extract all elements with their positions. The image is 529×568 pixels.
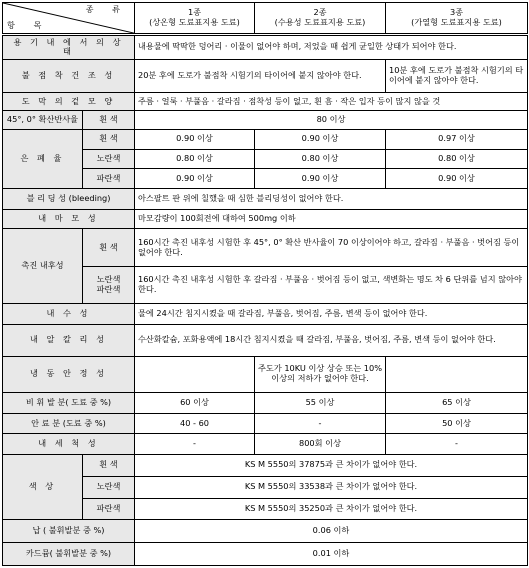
value-hiding-white-t3: 0.97 이상 xyxy=(386,129,528,149)
value-freeze-t3 xyxy=(386,356,528,392)
label-hiding: 은 폐 율 xyxy=(3,129,83,188)
value-color-yellow: KS M 5550의 33538과 큰 차이가 없어야 한다. xyxy=(135,476,528,498)
header-item-label: 항 목 xyxy=(7,20,50,31)
sub-color-yellow: 노란색 xyxy=(83,476,135,498)
label-color: 색 상 xyxy=(3,455,83,520)
row-water xyxy=(3,303,528,324)
value-container-state: 내용물에 딱딱한 덩어리 · 이물이 없어야 하며, 저었을 때 쉽게 균일한 상태가 되어야 한다. xyxy=(135,35,528,60)
label-bleeding: 블 리 딩 성 (bleeding) xyxy=(3,189,135,210)
label-scrub: 내 세 척 성 xyxy=(3,434,135,455)
header-kind-label: 종 류 xyxy=(85,4,128,14)
value-nonvolatile-t2: 55 이상 xyxy=(255,392,386,413)
value-hiding-blue-t3: 0.90 이상 xyxy=(386,169,528,189)
sub-hiding-blue: 파란색 xyxy=(83,169,135,189)
label-container-state: 용 기 내 에 서 의 상 태 xyxy=(3,35,135,60)
row-nonvolatile xyxy=(3,392,528,413)
value-bleeding: 아스팔트 판 위에 칠했을 때 심한 블리딩성이 없어야 한다. xyxy=(135,189,528,210)
label-film: 도 막 의 겉 모 양 xyxy=(3,92,135,111)
row-nontack xyxy=(3,59,528,92)
type-2-name: (수용성 도료표지용 도료) xyxy=(274,17,366,28)
type-2-no: 2종 xyxy=(313,7,327,18)
row-alkali xyxy=(3,324,528,356)
sub-weather-white: 흰 색 xyxy=(83,229,135,266)
row-cadmium xyxy=(3,543,528,566)
value-hiding-blue-t1: 0.90 이상 xyxy=(135,169,255,189)
type-1-name: (상온형 도료표지용 도료) xyxy=(149,17,240,28)
sub-weather-blue: 파란색 xyxy=(96,283,121,294)
header-diagonal-cell xyxy=(3,3,135,35)
label-water: 내 수 성 xyxy=(3,303,135,324)
sub-color-blue: 파란색 xyxy=(83,498,135,520)
value-hiding-yellow-t2: 0.80 이상 xyxy=(255,149,386,169)
value-hiding-blue-t2: 0.90 이상 xyxy=(255,169,386,189)
row-wear xyxy=(3,209,528,229)
value-pigment-t1: 40 - 60 xyxy=(135,413,255,434)
label-pigment: 안 료 분 (도료 중 %) xyxy=(3,413,135,434)
value-hiding-white-t1: 0.90 이상 xyxy=(135,129,255,149)
sub-color-white: 흰 색 xyxy=(83,455,135,477)
value-nontack-type3: 10분 후에 도로가 불점착 시험기의 타이어에 붙지 않아야 한다. xyxy=(386,59,528,92)
label-nonvolatile: 비 휘 발 분( 도료 중 %) xyxy=(3,392,135,413)
row-hiding-white xyxy=(3,129,528,149)
value-scrub-t1: - xyxy=(135,434,255,455)
value-pigment-t3: 50 이상 xyxy=(386,413,528,434)
value-cadmium: 0.01 이하 xyxy=(135,543,528,566)
label-reflectance: 45°, 0° 확산반사율 xyxy=(3,111,83,130)
label-wear: 내 마 모 성 xyxy=(3,209,135,229)
label-alkali: 내 알 칼 리 성 xyxy=(3,324,135,356)
value-scrub-t3: - xyxy=(386,434,528,455)
value-lead: 0.06 이하 xyxy=(135,520,528,543)
sub-hiding-yellow: 노란색 xyxy=(83,149,135,169)
type-3-header xyxy=(386,3,528,35)
row-freeze xyxy=(3,356,528,392)
value-freeze-t2: 주도가 10KU 이상 상승 또는 10%이상의 저하가 없어야 한다. xyxy=(255,356,386,392)
paint-spec-table xyxy=(2,2,528,566)
value-scrub-t2: 800회 이상 xyxy=(255,434,386,455)
value-hiding-white-t2: 0.90 이상 xyxy=(255,129,386,149)
type-3-name: (가열형 도료표지용 도료) xyxy=(411,17,502,28)
value-film: 주름 · 얼룩 · 부풀음 · 갈라짐 · 점착성 등이 없고, 흰 흠 · 작은 입자 등이 많지 않을 것 xyxy=(135,92,528,111)
value-hiding-yellow-t1: 0.80 이상 xyxy=(135,149,255,169)
value-hiding-yellow-t3: 0.80 이상 xyxy=(386,149,528,169)
type-1-no: 1종 xyxy=(187,7,202,18)
value-weather-yb: 160시간 촉진 내후성 시험한 후 갈라짐 · 부풀음 · 벗어짐 등이 없고, 색변화는 명도 차 6 단위를 넘지 않아야 한다. xyxy=(135,266,528,303)
row-color-white xyxy=(3,455,528,477)
value-reflectance: 80 이상 xyxy=(135,111,528,130)
label-cadmium: 카드뮴( 불휘발분 중 %) xyxy=(3,543,135,566)
header-row xyxy=(3,3,528,35)
sub-weather-yellow: 노란색 xyxy=(96,273,121,284)
label-weather: 촉진 내후성 xyxy=(3,229,83,304)
row-bleeding xyxy=(3,189,528,210)
row-film xyxy=(3,92,528,111)
value-weather-white: 160시간 촉진 내후성 시험한 후 45°, 0° 확산 반사율이 70 이상이어야 하고, 갈라짐 · 부풀음 · 벗어짐 등이 없어야 한다. xyxy=(135,229,528,266)
type-1-header xyxy=(135,3,255,35)
sub-reflectance-white: 흰 색 xyxy=(83,111,135,130)
row-reflectance xyxy=(3,111,528,130)
value-freeze-t1 xyxy=(135,356,255,392)
row-lead xyxy=(3,520,528,543)
value-pigment-t2: - xyxy=(255,413,386,434)
value-color-blue: KS M 5550의 35250과 큰 차이가 없어야 한다. xyxy=(135,498,528,520)
row-scrub xyxy=(3,434,528,455)
value-nonvolatile-t3: 65 이상 xyxy=(386,392,528,413)
value-nontack-type12: 20분 후에 도로가 불점착 시험기의 타이어에 붙지 않아야 한다. xyxy=(135,59,386,92)
sub-weather-yb xyxy=(83,266,135,303)
type-2-header xyxy=(255,3,386,35)
value-color-white: KS M 5550의 37875과 큰 차이가 없어야 한다. xyxy=(135,455,528,477)
label-freeze: 냉 동 안 정 성 xyxy=(3,356,135,392)
value-wear: 마모감량이 100회전에 대하여 500mg 이하 xyxy=(135,209,528,229)
label-nontack: 불 점 착 건 조 성 xyxy=(3,59,135,92)
row-weather-white xyxy=(3,229,528,266)
label-lead: 납 ( 불휘발분 중 %) xyxy=(3,520,135,543)
value-water: 물에 24시간 침지시켰을 때 갈라짐, 부풀음, 벗어짐, 주름, 변색 등이 없어야 한다. xyxy=(135,303,528,324)
row-container-state xyxy=(3,35,528,60)
row-pigment xyxy=(3,413,528,434)
value-nonvolatile-t1: 60 이상 xyxy=(135,392,255,413)
sub-hiding-white: 흰 색 xyxy=(83,129,135,149)
value-alkali: 수산화칼슘, 포화용액에 18시간 침지시켰을 때 갈라짐, 부풀음, 벗어짐, 주름, 변색 등이 없어야 한다. xyxy=(135,324,528,356)
type-3-no: 3종 xyxy=(449,7,464,18)
